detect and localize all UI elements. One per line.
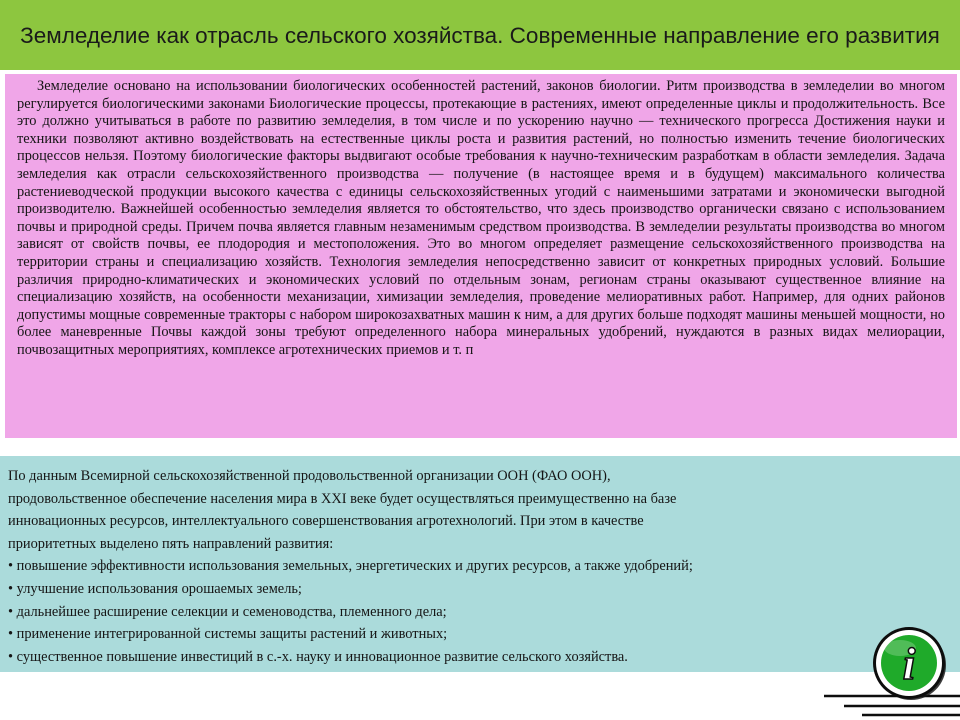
fao-intro-line: инновационных ресурсов, интеллектуального совершенствования агротехнологий. При этом в качестве <box>8 513 644 530</box>
fao-intro-line: продовольственное обеспечение населения мира в XXI веке будет осуществляться преимущественно на базе <box>8 490 677 507</box>
fao-bullet-item: • дальнейшее расширение селекции и семеноводства, племенного дела; <box>8 603 447 620</box>
fao-bullet-item: • применение интегрированной системы защиты растений и животных; <box>8 626 448 643</box>
page-title: Земледелие как отрасль сельского хозяйства. Современные направление его развития <box>20 22 940 48</box>
main-text: Земледелие основано на использовании биологических особенностей растений, законов биологии. Ритм производства в земледелии во многом регулируется биологическими законами Биологические процессы, протекающие в растениях, имеют определенные циклы и продолжительность. Все это должно учитываться в работе по развитию земледелия, в том числе и по ускорению научно — технического прогресса Достижения науки и техники позволяют активно воздействовать на естественные циклы роста и развития растений, но полностью изменить течение биологических процессов нельзя. Поэтому биологические факторы выдвигают особые требования к научно-техническим разработкам в области земледелия. Задача земледелия как отрасли сельскохозяйственного производства — получение (в настоящее время и в будущем) максимального количества растениеводческой продукции высокого качества с единицы сельскохозяйственных угодий с наименьшими затратами и экономически выгодной производителю. Важнейшей особенностью земледелия является то обстоятельство, что здесь производство органически связано с использованием почвы и природной среды. Причем почва является главным незаменимым средством производства. В земледелии результаты производства во многом зависят от свойств почвы, ее плодородия и местоположения. Это во многом определяет размещение сельскохозяйственного производства на территории страны и специализацию хозяйств. Технология земледелия непосредственно зависит от конкретных природных условий. Большие различия природно-климатических и экономических условий по отдельным зонам, регионам страны оказывают существенное влияние на специализацию хозяйств, на особенности механизации, химизации земледелия, проведение мелиоративных работ. Например, для одних районов допустимы мощные современные тракторы с набором широкозахватных машин к ним, а для других больше подходят машины меньшей мощности, но более маневренные Почвы каждой зоны требуют определенного набора минеральных удобрений, нуждаются в разных видах мелиорации, почвозащитных мероприятиях, комплексе агротехнических приемов и т. п <box>17 78 945 358</box>
fao-intro-line: приоритетных выделено пять направлений развития: <box>8 535 334 552</box>
main-text-panel <box>5 74 957 438</box>
info-button[interactable] <box>818 626 960 720</box>
fao-intro-line: По данным Всемирной сельскохозяйственной продовольственной организации ООН (ФАО ООН), <box>8 468 611 484</box>
info-glyph: i <box>902 638 916 689</box>
fao-panel <box>0 456 960 672</box>
info-icon <box>818 626 960 720</box>
fao-bullet-item: • улучшение использования орошаемых земель; <box>8 580 302 597</box>
title-bar <box>0 0 960 70</box>
fao-bullet-item: • существенное повышение инвестиций в с.-х. науку и инновационное развитие сельского хозяйства. <box>8 648 628 665</box>
fao-bullet-item: • повышение эффективности использования земельных, энергетических и других ресурсов, а также удобрений; <box>8 558 693 575</box>
